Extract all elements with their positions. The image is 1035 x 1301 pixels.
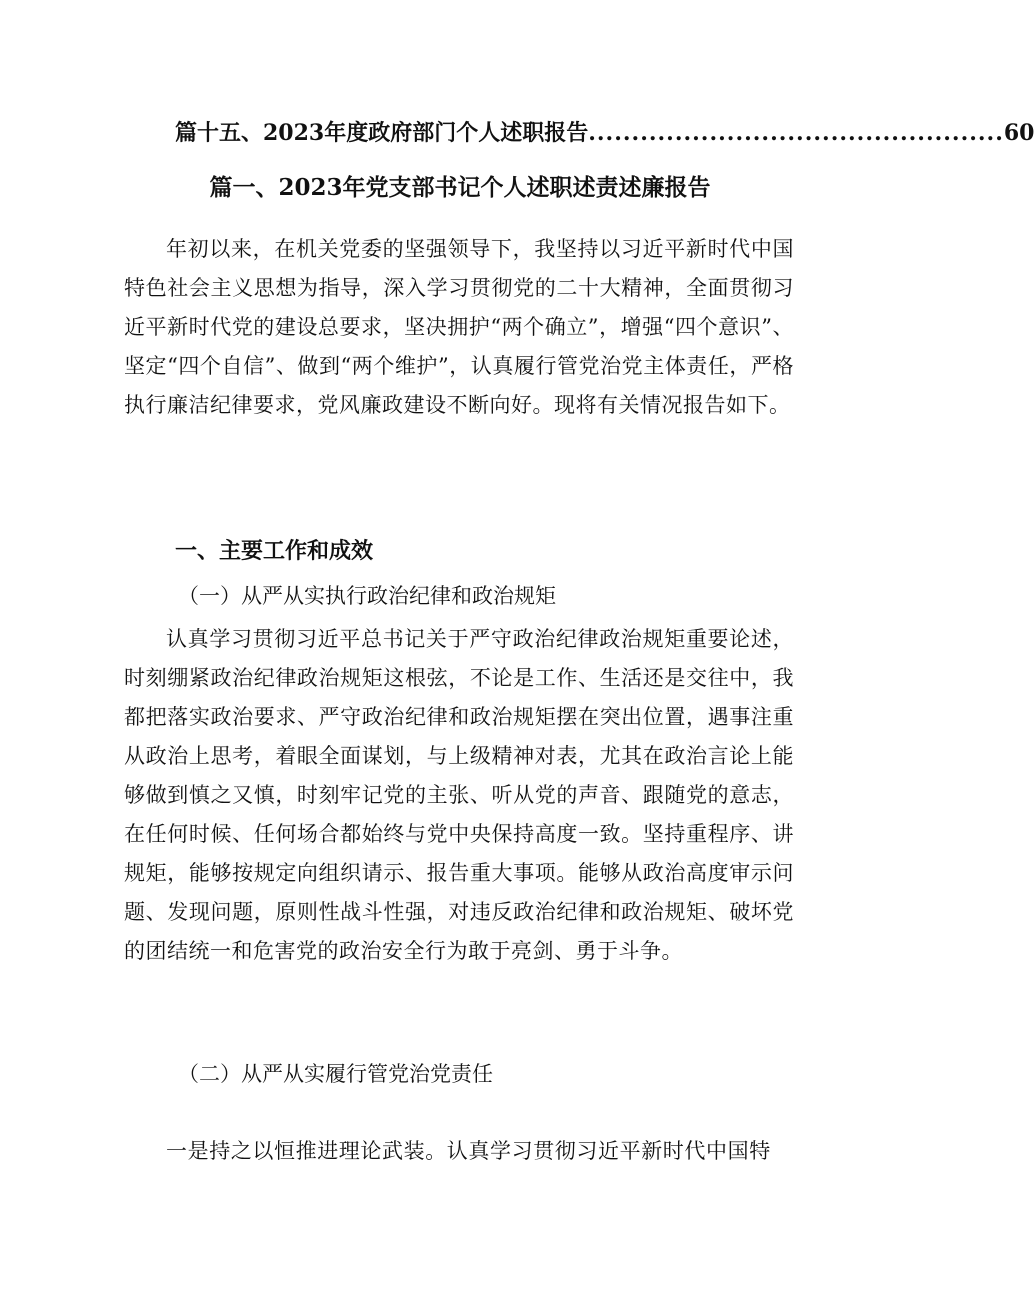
subsection-heading: （一）从严从实执行政治纪律和政治规矩	[178, 584, 556, 608]
toc-page-number: 60	[1003, 120, 1035, 146]
toc-entry-title: 篇十五、2023年度政府部门个人述职报告	[175, 120, 589, 146]
intro-paragraph: 年初以来，在机关党委的坚强领导下，我坚持以习近平新时代中国特色社会主义思想为指导，深入学习贯彻党的二十大精神，全面贯彻习近平新时代党的建设总要求，坚决拥护“两个确立”，增强“四个意识”、坚定“四个自信”、做到“两个维护”，认真履行管党治党主体责任，严格执行廉洁纪律要求，党风廉政建设不断向好。现将有关情况报告如下。	[124, 237, 794, 417]
toc-entry[interactable]	[175, 116, 1035, 150]
section-heading: 一、主要工作和成效	[175, 539, 374, 564]
body-paragraph-start: 一是持之以恒推进理论武装。认真学习贯彻习近平新时代中国特	[166, 1139, 771, 1163]
body-paragraph: 认真学习贯彻习近平总书记关于严守政治纪律政治规矩重要论述，时刻绷紧政治纪律政治规矩这根弦，不论是工作、生活还是交往中，我都把落实政治要求、严守政治纪律和政治规矩摆在突出位置，遇事注重从政治上思考，着眼全面谋划，与上级精神对表，尤其在政治言论上能够做到慎之又慎，时刻牢记党的主张、听从党的声音、跟随党的意志，在任何时候、任何场合都始终与党中央保持高度一致。坚持重程序、讲规矩，能够按规定向组织请示、报告重大事项。能够从政治高度审示问题、发现问题，原则性战斗性强，对违反政治纪律和政治规矩、破坏党的团结统一和危害党的政治安全行为敢于亮剑、勇于斗争。	[124, 627, 794, 963]
subsection-heading: （二）从严从实履行管党治党责任	[178, 1062, 493, 1086]
document-title: 篇一、2023年党支部书记个人述职述责述廉报告	[209, 174, 711, 201]
toc-leader-dots: ................................................	[588, 120, 1004, 146]
